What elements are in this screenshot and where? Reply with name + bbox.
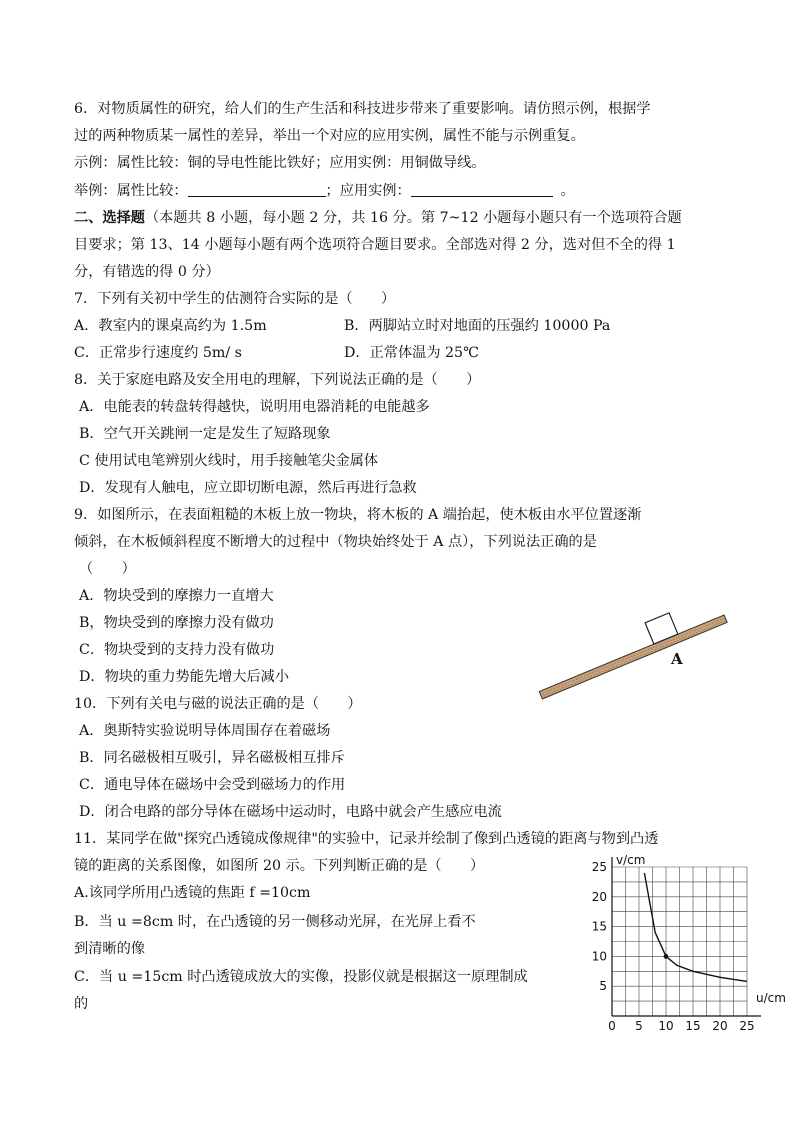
x-tick-label: 15	[685, 1019, 701, 1033]
q11-line1: 11．某同学在做"探究凸透镜成像规律"的实验中，记录并绘制了像到凸透镜的距离与物到凸透	[74, 831, 659, 847]
y-tick-label: 20	[591, 889, 607, 904]
chart-series	[644, 873, 747, 981]
x-tick-label: 20	[712, 1019, 728, 1033]
section2-line3: 分，有错选的得 0 分）	[74, 264, 220, 280]
q11-option-c-line1: C．当 u =15cm 时凸透镜成放大的实像，投影仪就是根据这一原理制成	[74, 969, 528, 985]
q11-option-c-line2: 的	[74, 996, 89, 1012]
marked-point	[664, 954, 669, 959]
q7-option-c: C．正常步行速度约 5m/ s	[74, 345, 242, 361]
x-axis-label: u/cm	[756, 991, 786, 1005]
q11-line2: 镜的距离的关系图像，如图所 20 示。下列判断正确的是（ ）	[74, 858, 485, 874]
q6-blank-property[interactable]	[188, 182, 326, 197]
q10-option-b: B．同名磁极相互吸引，异名磁极相互排斥	[79, 750, 345, 766]
q7-option-b: B．两脚站立时对地面的压强约 10000 Pa	[344, 318, 611, 334]
y-tick-label: 15	[591, 919, 607, 934]
section2-line2: 目要求；第 13、14 小题每小题有两个选项符合题目要求。全部选对得 2 分，选对但不全的得 1	[74, 237, 676, 253]
x-tick-label: 10	[658, 1019, 674, 1033]
q9-option-d: D．物块的重力势能先增大后减小	[79, 669, 290, 685]
x-tick-label: 25	[739, 1019, 755, 1033]
q11-option-b-line1: B．当 u =8cm 时，在凸透镜的另一侧移动光屏，在光屏上看不	[74, 914, 476, 930]
q6-fill-prefix: 举例：属性比较：	[74, 183, 188, 199]
x-tick-label: 0	[608, 1019, 616, 1033]
q6-line2: 过的两种物质某一属性的差异，举出一个对应的应用实例，属性不能与示例重复。	[74, 128, 585, 144]
q6-example: 示例：属性比较：铜的导电性能比铁好；应用实例：用铜做导线。	[74, 155, 486, 171]
lens-image-distance-chart	[588, 850, 792, 1034]
chart-axes	[612, 857, 761, 1016]
q6-fill-end: 。	[560, 183, 575, 199]
section2-heading: 二、选择题	[74, 210, 145, 226]
q6-blank-application[interactable]	[411, 182, 553, 197]
section2-line1	[74, 209, 682, 227]
q10-option-c: C．通电导体在磁场中会受到磁场力的作用	[79, 777, 346, 793]
figure-label-a: A	[671, 650, 683, 668]
x-tick-label: 5	[635, 1019, 643, 1033]
wooden-board	[539, 615, 727, 699]
q6-fill-mid: ；应用实例：	[325, 183, 411, 199]
q7-option-a: A．教室内的课桌高约为 1.5m	[74, 318, 267, 334]
q8-option-c: C 使用试电笔辨别火线时，用手接触笔尖金属体	[79, 453, 379, 469]
q9-line3: （ ）	[79, 561, 136, 577]
y-tick-label: 5	[599, 979, 607, 994]
q11-option-a: A.该同学所用凸透镜的焦距 f =10cm	[74, 885, 311, 901]
section2-line1-rest: （本题共 8 小题，每小题 2 分，共 16 分。第 7~12 小题每小题只有一个选项符合题	[144, 210, 682, 226]
incline-board-figure	[535, 590, 735, 705]
series-line	[644, 873, 747, 981]
q10-option-a: A．奥斯特实验说明导体周围存在着磁场	[79, 723, 331, 739]
q7-option-d: D．正常体温为 25℃	[344, 345, 479, 361]
q7-stem: 7．下列有关初中学生的估测符合实际的是（ ）	[74, 291, 396, 307]
q11-option-b-line2: 到清晰的像	[74, 941, 145, 957]
y-axis-label: v/cm	[616, 853, 646, 867]
q9-option-a: A．物块受到的摩擦力一直增大	[79, 588, 274, 604]
q9-option-b: B，物块受到的摩擦力没有做功	[79, 615, 274, 631]
q8-stem: 8．关于家庭电路及安全用电的理解，下列说法正确的是（ ）	[74, 372, 481, 388]
y-tick-label: 10	[591, 949, 607, 964]
q6-fill-line	[74, 182, 575, 200]
q6-line1: 6．对物质属性的研究，给人们的生产生活和科技进步带来了重要影响。请仿照示例，根据学	[74, 101, 651, 117]
q9-option-c: C．物块受到的支持力没有做功	[79, 642, 275, 658]
q9-line2: 倾斜，在木板倾斜程度不断增大的过程中（物块始终处于 A 点），下列说法正确的是	[74, 534, 597, 550]
q8-option-b: B．空气开关跳闸一定是发生了短路现象	[79, 426, 331, 442]
y-tick-label: 25	[591, 860, 607, 874]
q9-line1: 9．如图所示，在表面粗糙的木板上放一物块，将木板的 A 端抬起，使木板由水平位置逐渐	[74, 507, 642, 523]
q10-stem: 10．下列有关电与磁的说法正确的是（ ）	[74, 696, 362, 712]
q8-option-d: D．发现有人触电，应立即切断电源，然后再进行急救	[79, 480, 417, 496]
chart-ticks	[592, 860, 755, 1033]
q8-option-a: A．电能表的转盘转得越快，说明用电器消耗的电能越多	[79, 399, 430, 415]
chart-grid	[612, 867, 747, 1016]
q10-option-d: D．闭合电路的部分导体在磁场中运动时，电路中就会产生感应电流	[79, 804, 502, 820]
